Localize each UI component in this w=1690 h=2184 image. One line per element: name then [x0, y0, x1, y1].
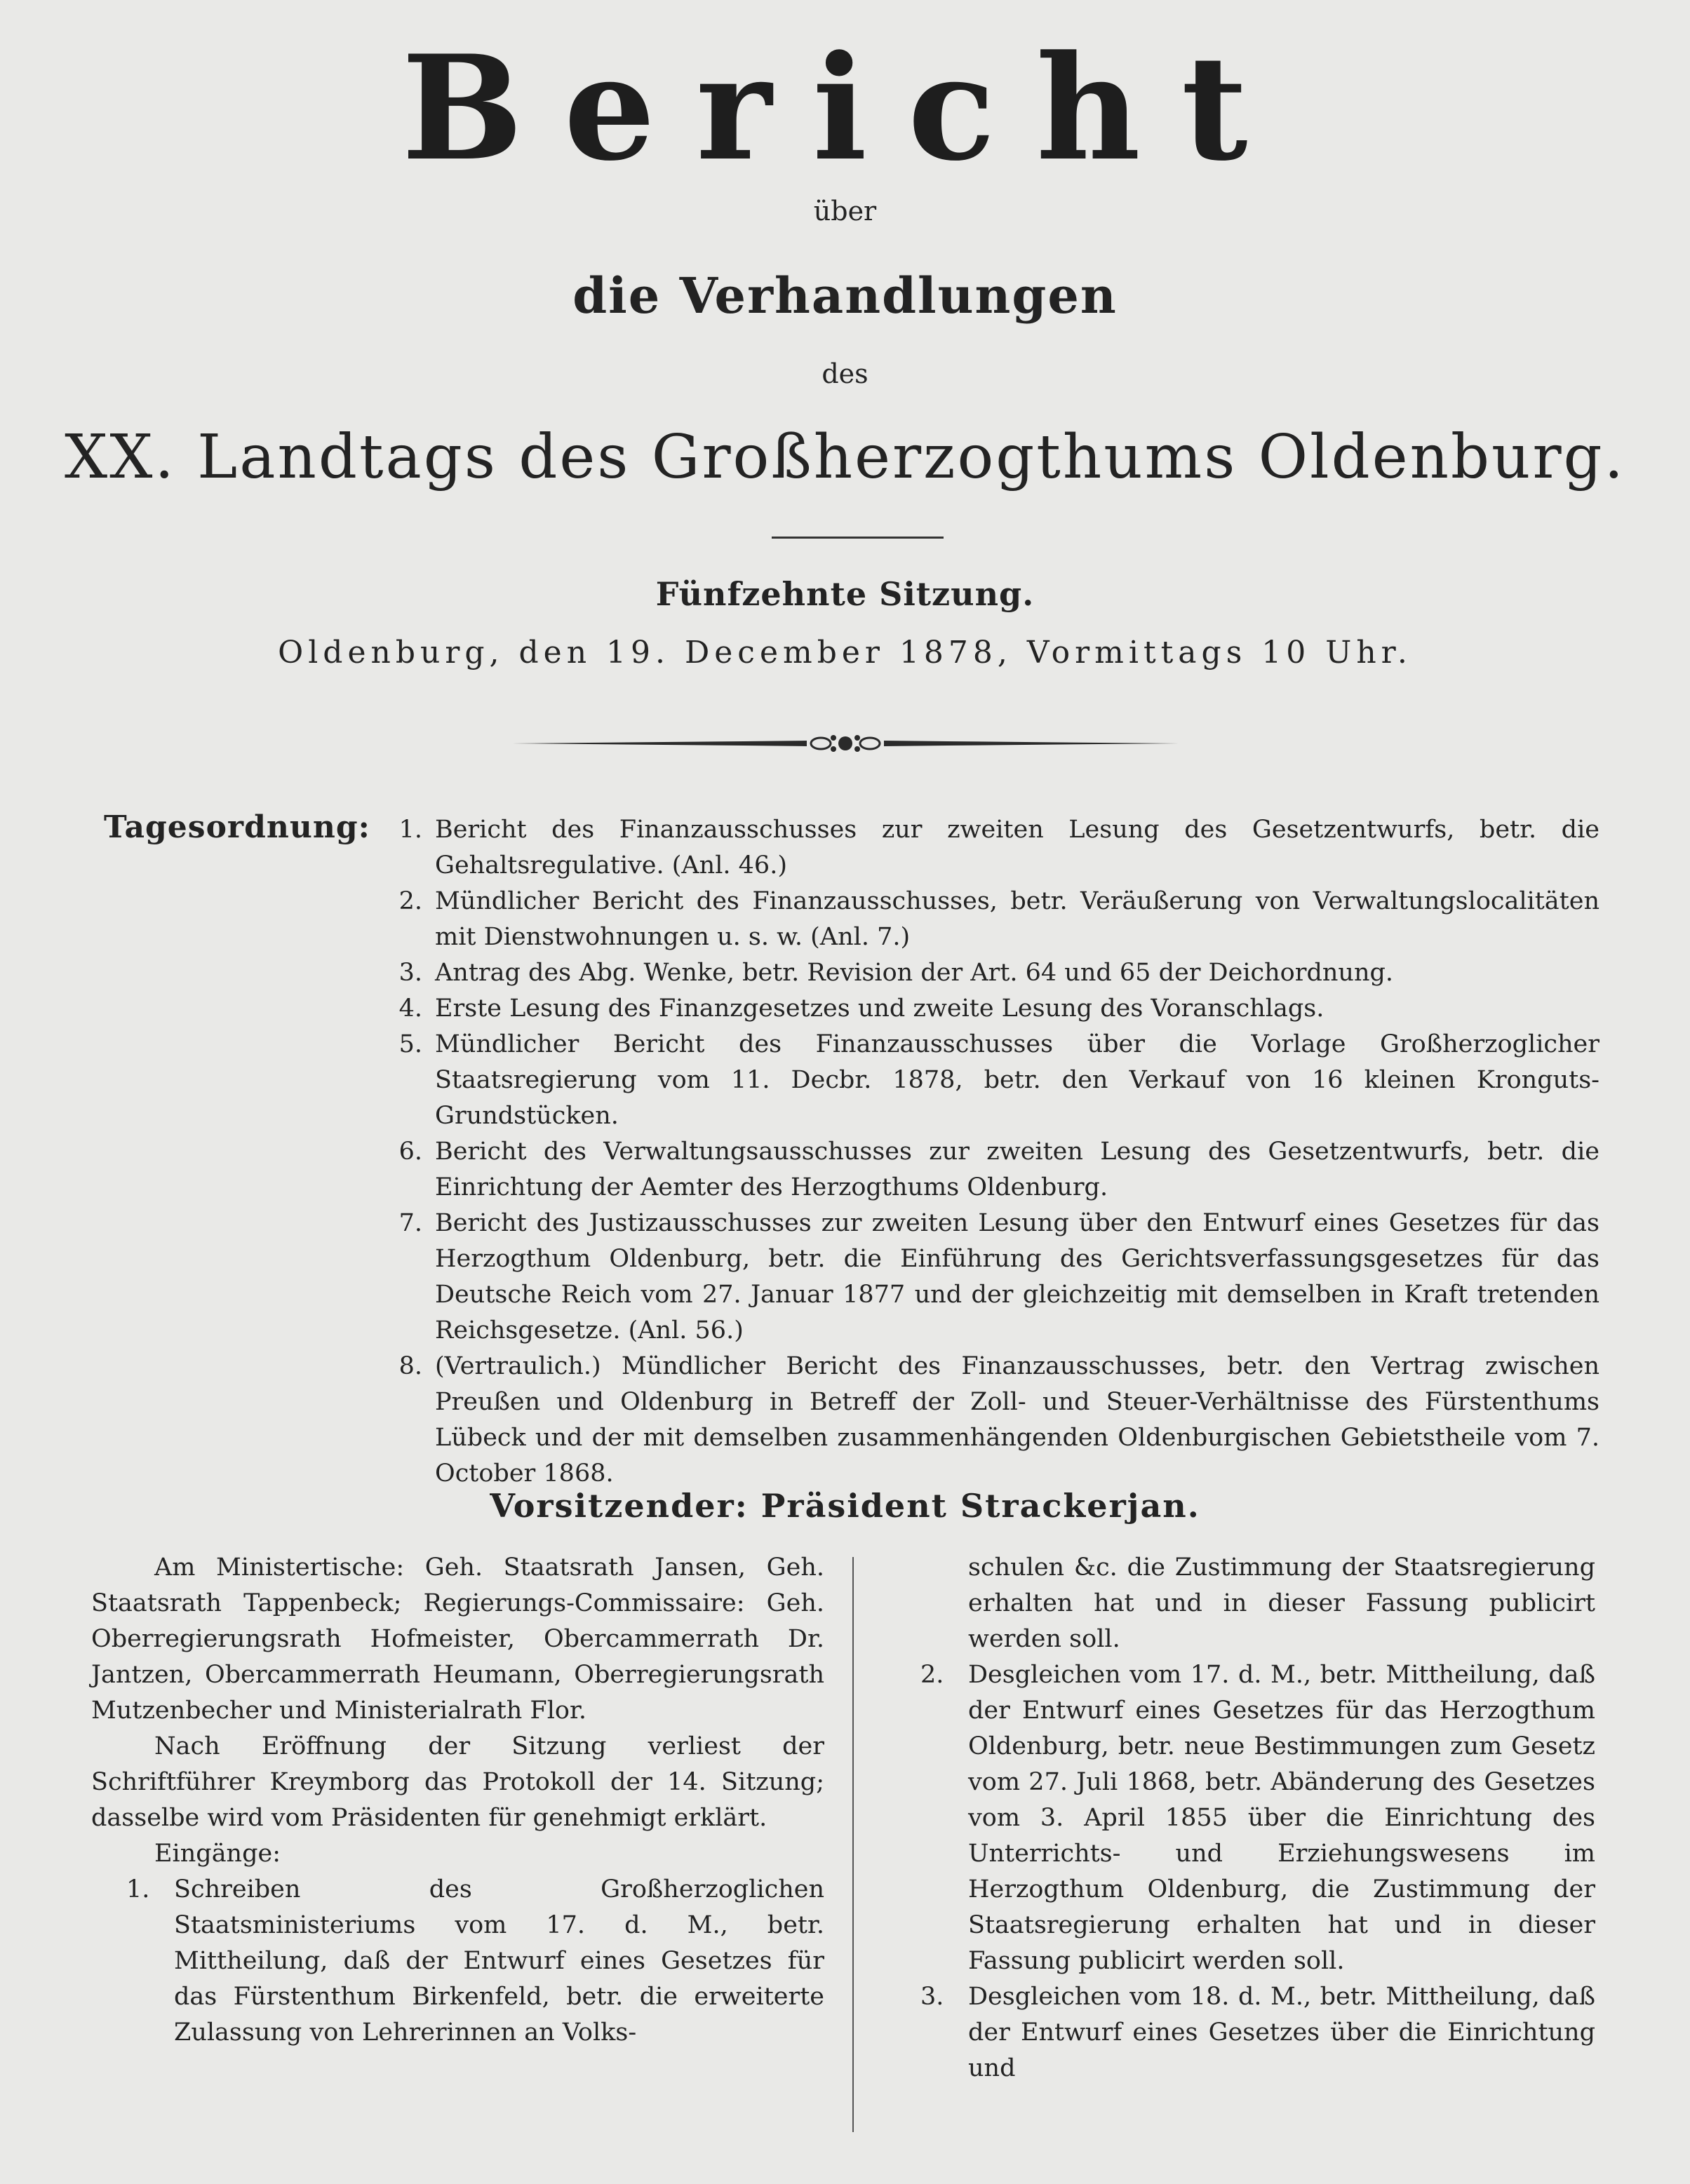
list-item-number: 2.: [920, 1661, 944, 1689]
agenda-item-text: Bericht des Justizausschusses zur zweiten Lesung über den Entwurf eines Gesetzes für das Herzogthum Oldenburg, betr. die Einführung des Gerichtsverfassungsgesetzes für das Deutsche Reich vom 27. Januar 1877 und der gleichzeitig mit demselben in Kraft tretenden Reichsgesetze. (Anl. 56.): [435, 1209, 1600, 1344]
agenda-item: [379, 991, 1600, 1027]
body-column-right: [885, 1550, 1595, 2087]
list-item: [885, 1979, 1595, 2087]
agenda-item: [379, 812, 1600, 884]
agenda-item-number: 2.: [398, 887, 422, 915]
agenda-item-text: Antrag des Abg. Wenke, betr. Revision der Art. 64 und 65 der Deichordnung.: [435, 959, 1394, 987]
agenda-item-text: Mündlicher Bericht des Finanzausschusses über die Vorlage Großherzoglicher Staatsregierung vom 11. Decbr. 1878, betr. den Verkauf von 16 kleinen Kronguts-Grundstücken.: [435, 1030, 1600, 1130]
eroeffnung-paragraph: Nach Eröffnung der Sitzung verliest der Schriftführer Kreymborg das Protokoll der 14. Sitzung; dasselbe wird vom Präsidenten für genehmigt erklärt.: [91, 1732, 824, 1832]
agenda-item-number: 3.: [398, 959, 422, 987]
list-item-number: 1.: [126, 1875, 150, 1903]
agenda-item-text: Mündlicher Bericht des Finanzausschusses, betr. Veräußerung von Verwaltungslocalitäten mit Dienstwohnungen u. s. w. (Anl. 7.): [435, 887, 1600, 951]
agenda-item-text: (Vertraulich.) Mündlicher Bericht des Finanzausschusses, betr. den Vertrag zwischen Preußen und Oldenburg in Betreff der Zoll- und Steuer-Verhältnisse des Fürstenthums Lübeck und der mit demselben zusammenhängenden Oldenburgischen Gebietstheile vom 7. October 1868.: [435, 1352, 1600, 1488]
list-item-text: Desgleichen vom 17. d. M., betr. Mittheilung, daß der Entwurf eines Gesetzes für das Herzogthum Oldenburg, betr. neue Bestimmungen zum Gesetz vom 27. Juli 1868, betr. Abänderung des Gesetzes vom 3. April 1855 über die Einrichtung des Unterrichts- und Erziehungswesens im Herzogthum Oldenburg, die Zustimmung der Staatsregierung erhalten hat und in dieser Fassung publicirt werden soll.: [968, 1661, 1595, 1975]
ministertisch-paragraph: Am Ministertische: Geh. Staatsrath Jansen, Geh. Staatsrath Tappenbeck; Regierungs-Commissaire: Geh. Oberregierungsrath Hofmeister, Obercammerrath Dr. Jantzen, Obercammerrath Heumann, Oberregierungsrath Mutzenbecher und Ministerialrath Flor.: [91, 1553, 824, 1725]
ornamental-divider: [512, 722, 1179, 764]
list-item-text: Desgleichen vom 18. d. M., betr. Mittheilung, daß der Entwurf eines Gesetzes über die Einrichtung und: [968, 1983, 1595, 2082]
agenda-item-number: 5.: [398, 1030, 422, 1058]
subtitle-des: des: [821, 358, 869, 389]
list-item-number: 3.: [920, 1983, 944, 2011]
agenda-item-text: Bericht des Finanzausschusses zur zweiten Lesung des Gesetzentwurfs, betr. die Gehaltsregulative. (Anl. 46.): [435, 816, 1600, 879]
list-item-text: Schreiben des Großherzoglichen Staatsministeriums vom 17. d. M., betr. Mittheilung, daß der Entwurf eines Gesetzes für das Fürstenthum Birkenfeld, betr. die erweiterte Zulassung von Lehrerinnen an Volks-: [174, 1875, 824, 2047]
agenda-item: [379, 1027, 1600, 1134]
chair-heading: Vorsitzender: Präsident Strackerjan.: [490, 1487, 1200, 1525]
header-divider: [772, 537, 944, 539]
agenda-label: Tagesordnung:: [104, 809, 370, 845]
agenda-item-text: Erste Lesung des Finanzgesetzes und zweite Lesung des Voranschlags.: [435, 995, 1324, 1023]
agenda-item: [379, 884, 1600, 955]
list-item-continuation: schulen &c. die Zustimmung der Staatsregierung erhalten hat und in dieser Fassung publicirt werden soll.: [968, 1553, 1595, 1653]
body-column-left: [91, 1550, 824, 2051]
agenda-item: [379, 1349, 1600, 1492]
subtitle-verhandlungen: die Verhandlungen: [572, 267, 1118, 325]
agenda-item: [379, 955, 1600, 991]
agenda-item-number: 4.: [398, 995, 422, 1023]
eingaenge-label: Eingänge:: [154, 1840, 281, 1868]
agenda-item-number: 8.: [398, 1352, 422, 1380]
subtitle-ueber: über: [813, 196, 877, 227]
list-item: [91, 1872, 824, 2051]
column-divider: [852, 1557, 854, 2132]
agenda-item-number: 1.: [398, 816, 422, 844]
agenda-item: [379, 1134, 1600, 1206]
document-title: Bericht: [401, 25, 1289, 193]
agenda-list: [379, 812, 1600, 1492]
session-dateline: Oldenburg, den 19. December 1878, Vormittags 10 Uhr.: [278, 635, 1412, 670]
agenda-item-number: 7.: [398, 1209, 422, 1237]
agenda-item-text: Bericht des Verwaltungsausschusses zur zweiten Lesung des Gesetzentwurfs, betr. die Einrichtung der Aemter des Herzogthums Oldenburg.: [435, 1138, 1600, 1201]
landtag-heading: XX. Landtags des Großherzogthums Oldenburg.: [65, 422, 1625, 492]
list-item: [885, 1657, 1595, 1979]
session-heading: Fünfzehnte Sitzung.: [655, 575, 1035, 613]
agenda-item: [379, 1206, 1600, 1349]
agenda-item-number: 6.: [398, 1138, 422, 1166]
